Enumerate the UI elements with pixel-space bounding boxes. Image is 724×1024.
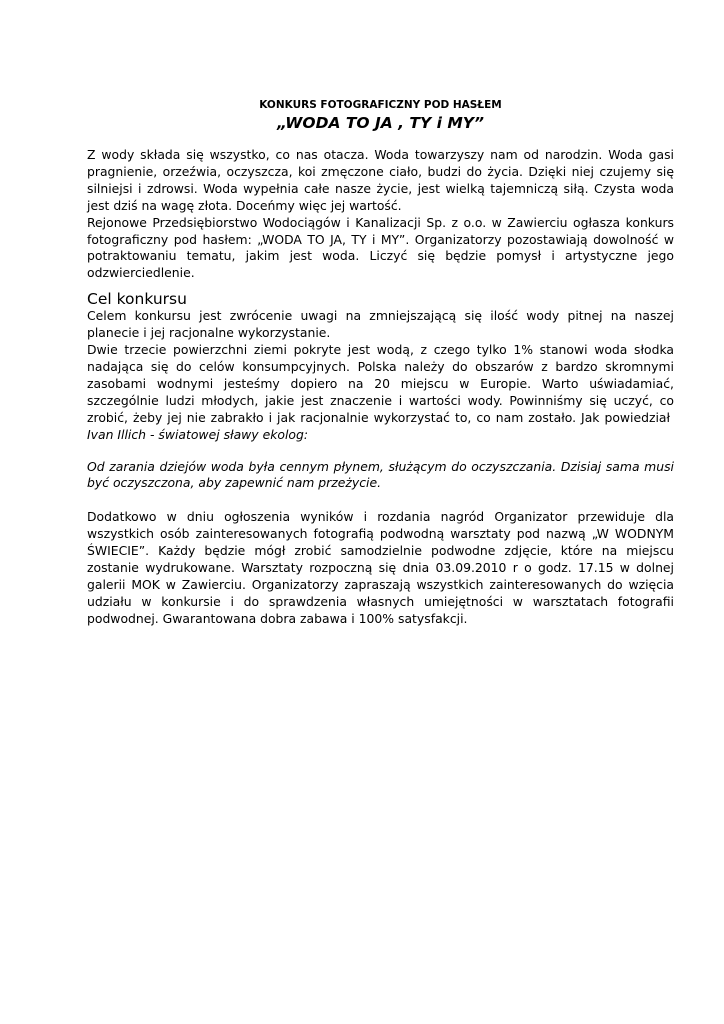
intro-paragraph-1: Z wody składa się wszystko, co nas otacza. Woda towarzyszy nam od narodzin. Woda gasi pragnienie, orzeźwia, oczyszcza, koi zmęczone ciało, budzi do życia. Dzięki niej czujemy się silniejsi i zdrowsi. Woda wypełnia całe nasze życie, jest wielką tajemniczą siłą. Czysta woda jest dziś na wagę złota. Doceńmy więc jej wartość. [87,147,674,213]
section-title-goal: Cel konkursu [87,290,187,309]
document-page [87,99,674,628]
goal-paragraph-1: Celem konkursu jest zwrócenie uwagi na zmniejszającą się ilość wody pitnej na naszej planecie i jej racjonalne wykorzystanie. [87,308,674,341]
goal-paragraph-2-text: Dwie trzecie powierzchni ziemi pokryte jest wodą, z czego tylko 1% stanowi woda słodka nadająca się do celów konsumpcyjnych. Polska należy do obszarów z bardzo skromnymi zasobami wodnymi jesteśmy dopiero na 20 miejscu w Europie. Warto uświadamiać, szczególnie ludzi młodych, jakie jest znaczenie i wartości wody. Powinniśmy się uczyć, co zrobić, żeby jej nie zabrakło i jak racjonalnie wykorzystać to, co nam zostało. Jak powiedział [87,342,674,425]
document-title: „WODA TO JA , TY i MY” [277,114,484,132]
intro-paragraph-2: Rejonowe Przedsiębiorstwo Wodociągów i Kanalizacji Sp. z o.o. w Zawierciu ogłasza konkurs fotograficzny pod hasłem: „WODA TO JA, TY i MY”. Organizatorzy pozostawiają dowolność w potraktowaniu tematu, jakim jest woda. Liczyć się będzie pomysł i artystyczne jego odzwierciedlenie. [87,214,674,281]
quote-author: Ivan Illich - światowej sławy ekolog: [87,426,309,442]
document-heading-top: KONKURS FOTOGRAFICZNY POD HASŁEM [259,99,502,111]
goal-paragraph-2 [87,342,674,443]
quote-text: Od zarania dziejów woda była cennym płynem, służącym do oczyszczania. Dzisiaj sama musi być oczyszczona, aby zapewnić nam przeżycie. [87,458,674,491]
extra-paragraph: Dodatkowo w dniu ogłoszenia wyników i rozdania nagród Organizator przewiduje dla wszystkich osób zainteresowanych fotografią podwodną warsztaty pod nazwą „W WODNYM ŚWIECIE”. Każdy będzie mógł zrobić samodzielnie podwodne zdjęcie, które na miejscu zostanie wydrukowane. Warsztaty rozpoczną się dnia 03.09.2010 r o godz. 17.15 w dolnej galerii MOK w Zawierciu. Organizatorzy zapraszają wszystkich zainteresowanych do wzięcia udziału w konkursie i do sprawdzenia własnych umiejętności w warsztatach fotografii podwodnej. Gwarantowana dobra zabawa i 100% satysfakcji. [87,509,674,626]
